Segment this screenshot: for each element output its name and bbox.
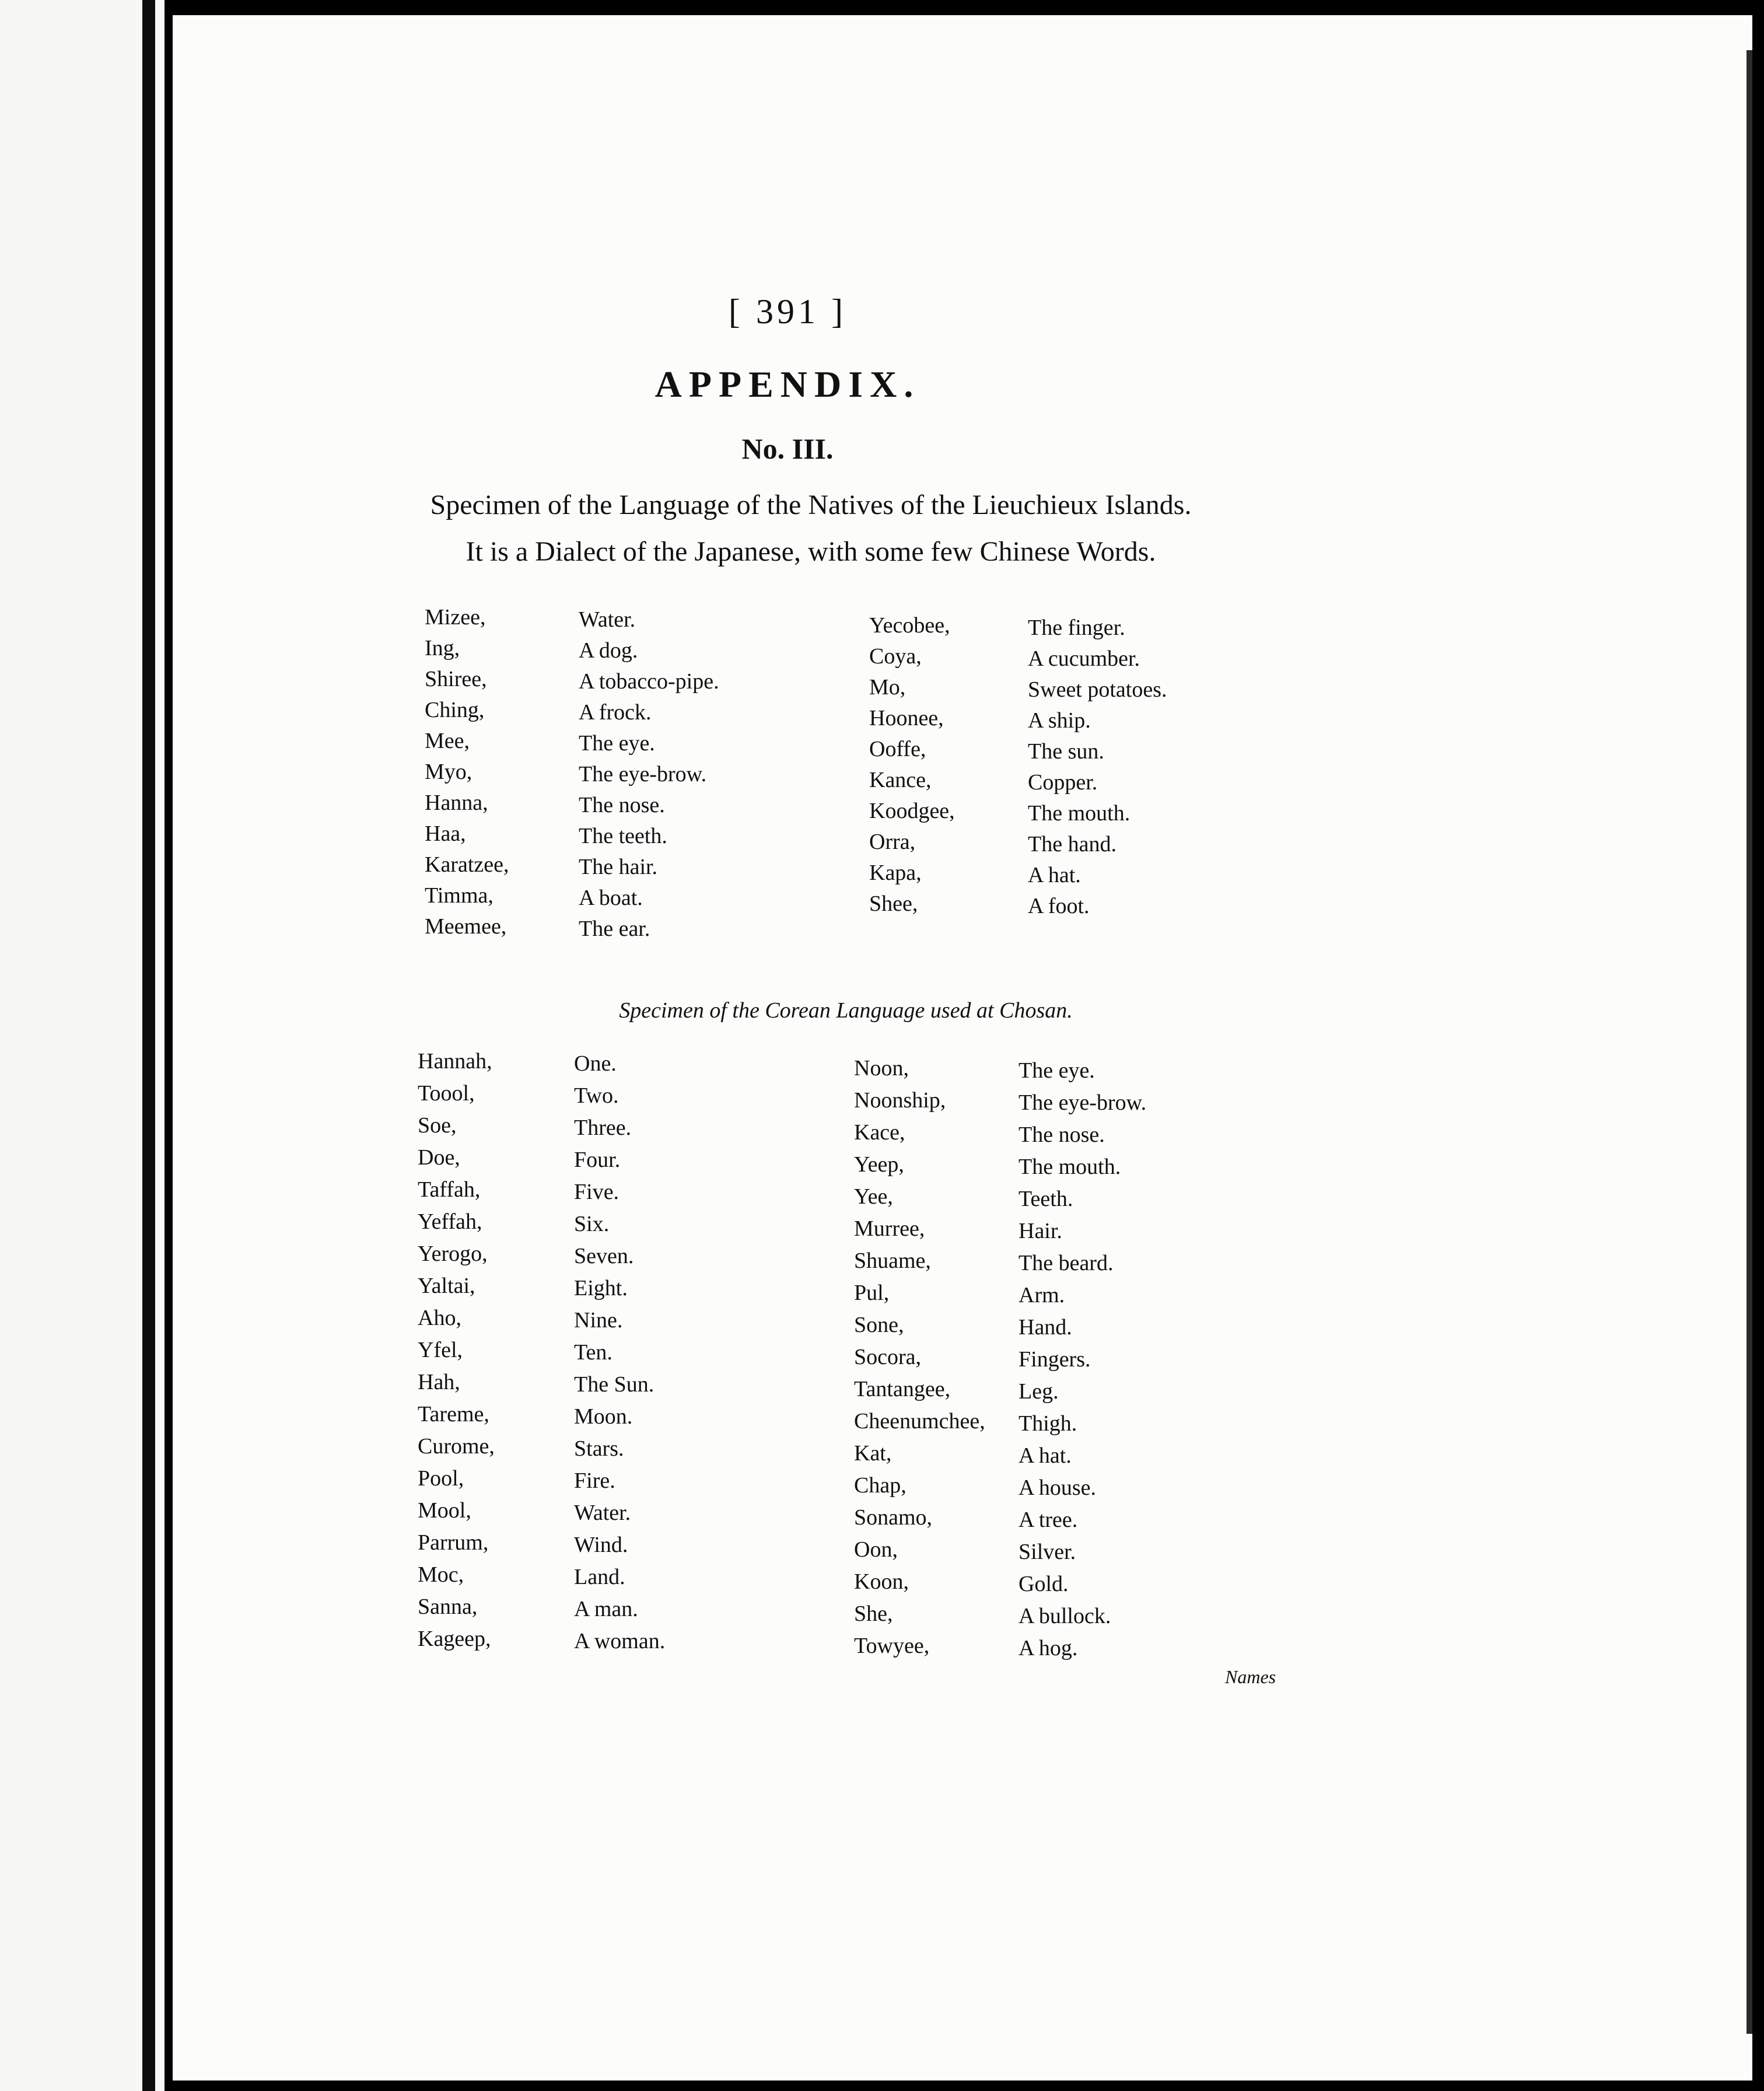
- vocab-entry: The beard.: [1019, 1251, 1114, 1275]
- lieuchieux-english-right-column: [1028, 613, 1167, 922]
- vocab-entry: Noonship,: [854, 1088, 946, 1113]
- vocab-entry: Four.: [574, 1148, 621, 1172]
- vocab-entry: Moon.: [574, 1404, 633, 1429]
- vocab-entry: Hah,: [418, 1370, 460, 1394]
- vocab-entry: Yeep,: [854, 1152, 904, 1177]
- vocab-entry: Kance,: [869, 768, 932, 792]
- corean-english-left-column: [574, 1048, 665, 1658]
- vocab-entry: Hand.: [1019, 1315, 1072, 1340]
- vocab-entry: Toool,: [418, 1081, 475, 1106]
- vocab-entry: The finger.: [1028, 616, 1125, 640]
- vocab-entry: A tree.: [1019, 1508, 1078, 1532]
- vocab-entry: Ooffe,: [869, 737, 926, 761]
- vocab-entry: Myo,: [425, 760, 473, 784]
- vocab-entry: Nine.: [574, 1308, 623, 1333]
- vocab-entry: The teeth.: [579, 824, 667, 848]
- vocab-entry: Leg.: [1019, 1379, 1059, 1404]
- page-number: [ 391 ]: [729, 292, 846, 331]
- vocab-entry: Murree,: [854, 1216, 925, 1241]
- vocab-entry: Doe,: [418, 1145, 460, 1170]
- vocab-entry: The eye.: [579, 731, 655, 756]
- vocab-entry: Seven.: [574, 1244, 634, 1268]
- vocab-entry: Gold.: [1019, 1572, 1069, 1596]
- vocab-entry: The eye-brow.: [1019, 1090, 1147, 1115]
- vocab-entry: The hair.: [579, 855, 658, 879]
- vocab-entry: The mouth.: [1019, 1155, 1121, 1179]
- vocab-entry: Shuame,: [854, 1249, 931, 1273]
- vocab-entry: Fingers.: [1019, 1347, 1091, 1372]
- vocab-entry: One.: [574, 1051, 617, 1076]
- vocab-entry: A tobacco-pipe.: [579, 669, 719, 694]
- vocab-entry: Fire.: [574, 1468, 615, 1493]
- vocab-entry: Yecobee,: [869, 613, 950, 638]
- vocab-entry: Timma,: [425, 883, 494, 908]
- corean-english-right-column: [1019, 1055, 1146, 1665]
- vocab-entry: Ching,: [425, 698, 485, 722]
- vocab-entry: Thigh.: [1019, 1411, 1077, 1436]
- corean-native-right-column: [854, 1053, 985, 1662]
- vocab-entry: Silver.: [1019, 1540, 1076, 1564]
- vocab-entry: A hat.: [1028, 863, 1081, 887]
- vocab-entry: Three.: [574, 1116, 632, 1140]
- vocab-entry: Sone,: [854, 1313, 904, 1337]
- corean-heading: Specimen of the Corean Language used at Chosan.: [619, 998, 1073, 1023]
- vocab-entry: Shee,: [869, 891, 918, 916]
- vocab-entry: Ing,: [425, 636, 460, 660]
- vocab-entry: The hand.: [1028, 832, 1116, 856]
- vocab-entry: Sonamo,: [854, 1505, 933, 1530]
- vocab-entry: Two.: [574, 1083, 619, 1108]
- vocab-entry: Koon,: [854, 1569, 909, 1594]
- vocab-entry: Land.: [574, 1565, 625, 1589]
- vocab-entry: Tantangee,: [854, 1377, 951, 1401]
- vocab-entry: Soe,: [418, 1113, 457, 1138]
- facing-page-edge: [0, 0, 164, 2091]
- vocab-entry: A foot.: [1028, 894, 1090, 918]
- vocab-entry: A ship.: [1028, 708, 1091, 733]
- vocab-entry: Yaltai,: [418, 1274, 475, 1298]
- vocab-entry: A house.: [1019, 1475, 1096, 1500]
- vocab-entry: Ten.: [574, 1340, 612, 1365]
- appendix-number: No. III.: [741, 432, 834, 465]
- vocab-entry: Meemee,: [425, 914, 507, 939]
- page-edge-shadow: [1746, 50, 1752, 2034]
- vocab-entry: Water.: [579, 607, 636, 632]
- vocab-entry: Orra,: [869, 830, 916, 854]
- catchword: Names: [1225, 1666, 1276, 1687]
- vocab-entry: The eye.: [1019, 1058, 1095, 1083]
- vocab-entry: Kapa,: [869, 861, 922, 885]
- vocab-entry: Koodgee,: [869, 799, 955, 823]
- vocab-entry: The nose.: [579, 793, 665, 817]
- vocab-entry: Mizee,: [425, 605, 486, 630]
- vocab-entry: Mool,: [418, 1498, 471, 1523]
- vocab-entry: A frock.: [579, 700, 652, 725]
- lieuchieux-native-left-column: [425, 602, 509, 942]
- vocab-entry: Moc,: [418, 1562, 464, 1587]
- vocab-entry: Six.: [574, 1212, 610, 1236]
- vocab-entry: Pul,: [854, 1281, 890, 1305]
- vocab-entry: Yeffah,: [418, 1209, 482, 1234]
- vocab-entry: Sanna,: [418, 1595, 478, 1619]
- lieuchieux-native-right-column: [869, 610, 955, 919]
- vocab-entry: Kageep,: [418, 1627, 491, 1651]
- vocab-entry: The ear.: [579, 917, 650, 941]
- vocab-entry: Chap,: [854, 1473, 907, 1498]
- vocab-entry: A hat.: [1019, 1443, 1072, 1468]
- vocab-entry: The mouth.: [1028, 801, 1130, 826]
- vocab-entry: She,: [854, 1602, 893, 1626]
- vocab-entry: Socora,: [854, 1345, 922, 1369]
- vocab-entry: Yee,: [854, 1184, 893, 1209]
- vocab-entry: Hannah,: [418, 1049, 492, 1074]
- vocab-entry: Aho,: [418, 1306, 461, 1330]
- intro-line-1: Specimen of the Language of the Natives of the Lieuchieux Islands.: [430, 489, 1192, 520]
- vocab-entry: Yerogo,: [418, 1242, 488, 1266]
- vocab-entry: Five.: [574, 1180, 620, 1204]
- vocab-entry: Pool,: [418, 1466, 464, 1491]
- vocab-entry: Taffah,: [418, 1177, 481, 1202]
- vocab-entry: The nose.: [1019, 1123, 1105, 1147]
- vocab-entry: A man.: [574, 1597, 638, 1621]
- vocab-entry: Noon,: [854, 1056, 909, 1081]
- vocab-entry: Stars.: [574, 1436, 624, 1461]
- vocab-entry: Cheenumchee,: [854, 1409, 985, 1433]
- vocab-entry: Oon,: [854, 1537, 898, 1562]
- vocab-entry: Yfel,: [418, 1338, 463, 1362]
- vocab-entry: The sun.: [1028, 739, 1104, 764]
- vocab-entry: Curome,: [418, 1434, 495, 1459]
- vocab-entry: Sweet potatoes.: [1028, 677, 1167, 702]
- vocab-entry: A bullock.: [1019, 1604, 1111, 1628]
- vocab-entry: The eye-brow.: [579, 762, 707, 786]
- lieuchieux-english-left-column: [579, 604, 719, 945]
- corean-native-left-column: [418, 1046, 495, 1655]
- vocab-entry: A boat.: [579, 886, 643, 910]
- vocab-entry: Hair.: [1019, 1219, 1062, 1243]
- vocab-entry: Mo,: [869, 675, 906, 700]
- vocab-entry: Parrum,: [418, 1530, 489, 1555]
- vocab-entry: Hanna,: [425, 791, 488, 815]
- vocab-entry: A woman.: [574, 1629, 666, 1653]
- appendix-title: APPENDIX.: [654, 363, 921, 405]
- vocab-entry: A dog.: [579, 638, 638, 663]
- vocab-entry: Eight.: [574, 1276, 628, 1300]
- vocab-entry: A cucumber.: [1028, 646, 1140, 671]
- vocab-entry: Tareme,: [418, 1402, 489, 1426]
- vocab-entry: Kace,: [854, 1120, 905, 1145]
- vocab-entry: Mee,: [425, 729, 470, 753]
- intro-line-2: It is a Dialect of the Japanese, with some few Chinese Words.: [466, 536, 1156, 567]
- vocab-entry: Coya,: [869, 644, 922, 669]
- vocab-entry: Hoonee,: [869, 706, 944, 730]
- vocab-entry: Towyee,: [854, 1634, 930, 1658]
- book-gutter: [142, 0, 155, 2091]
- vocab-entry: Water.: [574, 1501, 631, 1525]
- vocab-entry: Copper.: [1028, 770, 1098, 795]
- vocab-entry: A hog.: [1019, 1636, 1078, 1660]
- vocab-entry: Teeth.: [1019, 1187, 1073, 1211]
- vocab-entry: Shiree,: [425, 667, 487, 691]
- vocab-entry: Haa,: [425, 821, 466, 846]
- vocab-entry: Karatzee,: [425, 852, 509, 877]
- vocab-entry: Wind.: [574, 1533, 628, 1557]
- vocab-entry: Arm.: [1019, 1283, 1065, 1307]
- vocab-entry: Kat,: [854, 1441, 892, 1466]
- book-page: [173, 15, 1752, 2080]
- vocab-entry: The Sun.: [574, 1372, 654, 1397]
